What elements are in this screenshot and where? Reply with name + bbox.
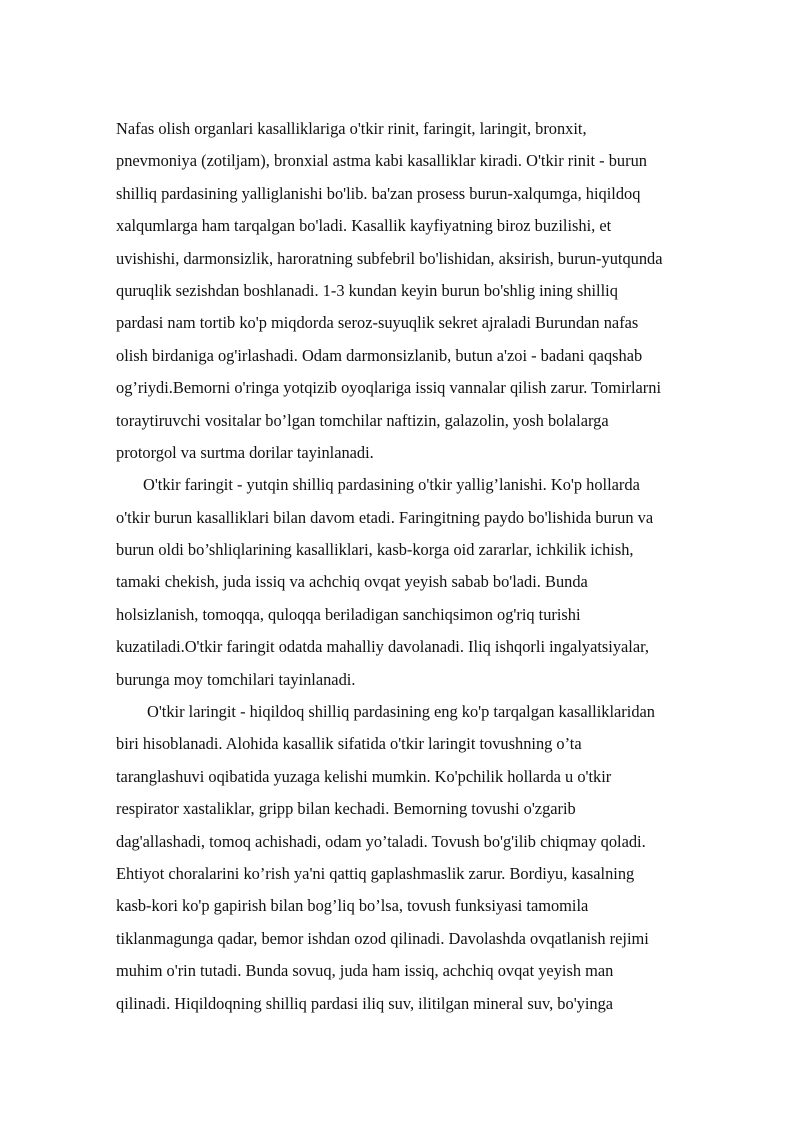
text-line: burunga moy tomchilari tayinlanadi.	[116, 669, 356, 689]
text-line: kasb-kori ko'p gapirish bilan bog’liq bo’lsa, tovush funksiyasi tamomila	[116, 896, 589, 916]
text-line: protorgol va surtma dorilar tayinlanadi.	[116, 442, 374, 462]
text-line: respirator xastaliklar, gripp bilan kechadi. Bemorning tovushi o'zgarib	[116, 799, 576, 819]
text-line: tiklanmagunga qadar, bemor ishdan ozod qilinadi. Davolashda ovqatlanish rejimi	[116, 928, 649, 948]
text-line: taranglashuvi oqibatida yuzaga kelishi mumkin. Ko'pchilik hollarda u o'tkir	[116, 766, 612, 786]
paragraph-start-line: O'tkir laringit - hiqildoq shilliq pardasining eng ko'p tarqalgan kasalliklaridan	[147, 702, 655, 722]
text-line: muhim o'rin tutadi. Bunda sovuq, juda ham issiq, achchiq ovqat yeyish man	[116, 961, 614, 981]
text-line: biri hisoblanadi. Alohida kasallik sifatida o'tkir laringit tovushning o’ta	[116, 734, 582, 754]
text-line: quruqlik sezishdan boshlanadi. 1-3 kundan keyin burun bo'shlig ining shilliq	[116, 280, 618, 300]
text-line: qilinadi. Hiqildoqning shilliq pardasi iliq suv, ilitilgan mineral suv, bo'yinga	[116, 993, 614, 1013]
text-line: og’riydi.Bemorni o'ringa yotqizib oyoqlariga issiq vannalar qilish zarur. Tomirlarni	[116, 378, 662, 398]
document-body	[116, 113, 746, 1020]
text-line: Ehtiyot choralarini ko’rish ya'ni qattiq gaplashmaslik zarur. Bordiyu, kasalning	[116, 863, 635, 883]
text-line: dag'allashadi, tomoq achishadi, odam yo’taladi. Tovush bo'g'ilib chiqmay qoladi.	[116, 831, 646, 851]
text-line: kuzatiladi.O'tkir faringit odatda mahalliy davolanadi. Iliq ishqorli ingalyatsiyalar,	[116, 637, 650, 657]
text-line: o'tkir burun kasalliklari bilan davom etadi. Faringitning paydo bo'lishida burun va	[116, 507, 654, 527]
paragraph-start-line: O'tkir faringit - yutqin shilliq pardasining o'tkir yallig’lanishi. Ko'p hollarda	[143, 475, 640, 495]
text-line: Nafas olish organlari kasalliklariga o'tkir rinit, faringit, laringit, bronxit,	[116, 119, 587, 138]
text-line: tamaki chekish, juda issiq va achchiq ovqat yeyish sabab bo'ladi. Bunda	[116, 572, 588, 592]
text-line: pardasi nam tortib ko'p miqdorda seroz-suyuqlik sekret ajraladi Burundan nafas	[116, 313, 639, 333]
text-line: shilliq pardasining yalliglanishi bo'lib. ba'zan prosess burun-xalqumga, hiqildoq	[116, 183, 641, 203]
text-line: burun oldi bo’shliqlarining kasalliklari, kasb-korga oid zararlar, ichkilik ichish,	[116, 540, 634, 560]
text-line: pnevmoniya (zotiljam), bronxial astma kabi kasalliklar kiradi. O'tkir rinit - burun	[116, 151, 647, 171]
text-line: uvishishi, darmonsizlik, haroratning subfebril bo'lishidan, aksirish, burun-yutqunda	[116, 248, 663, 268]
text-line: xalqumlarga ham tarqalgan bo'ladi. Kasallik kayfiyatning biroz buzilishi, et	[116, 216, 612, 236]
text-line: olish birdaniga og'irlashadi. Odam darmonsizlanib, butun a'zoi - badani qaqshab	[116, 345, 643, 365]
text-line: holsizlanish, tomoqqa, quloqqa beriladigan sanchiqsimon og'riq turishi	[116, 604, 581, 624]
text-line: toraytiruvchi vositalar bo’lgan tomchilar naftizin, galazolin, yosh bolalarga	[116, 410, 609, 430]
